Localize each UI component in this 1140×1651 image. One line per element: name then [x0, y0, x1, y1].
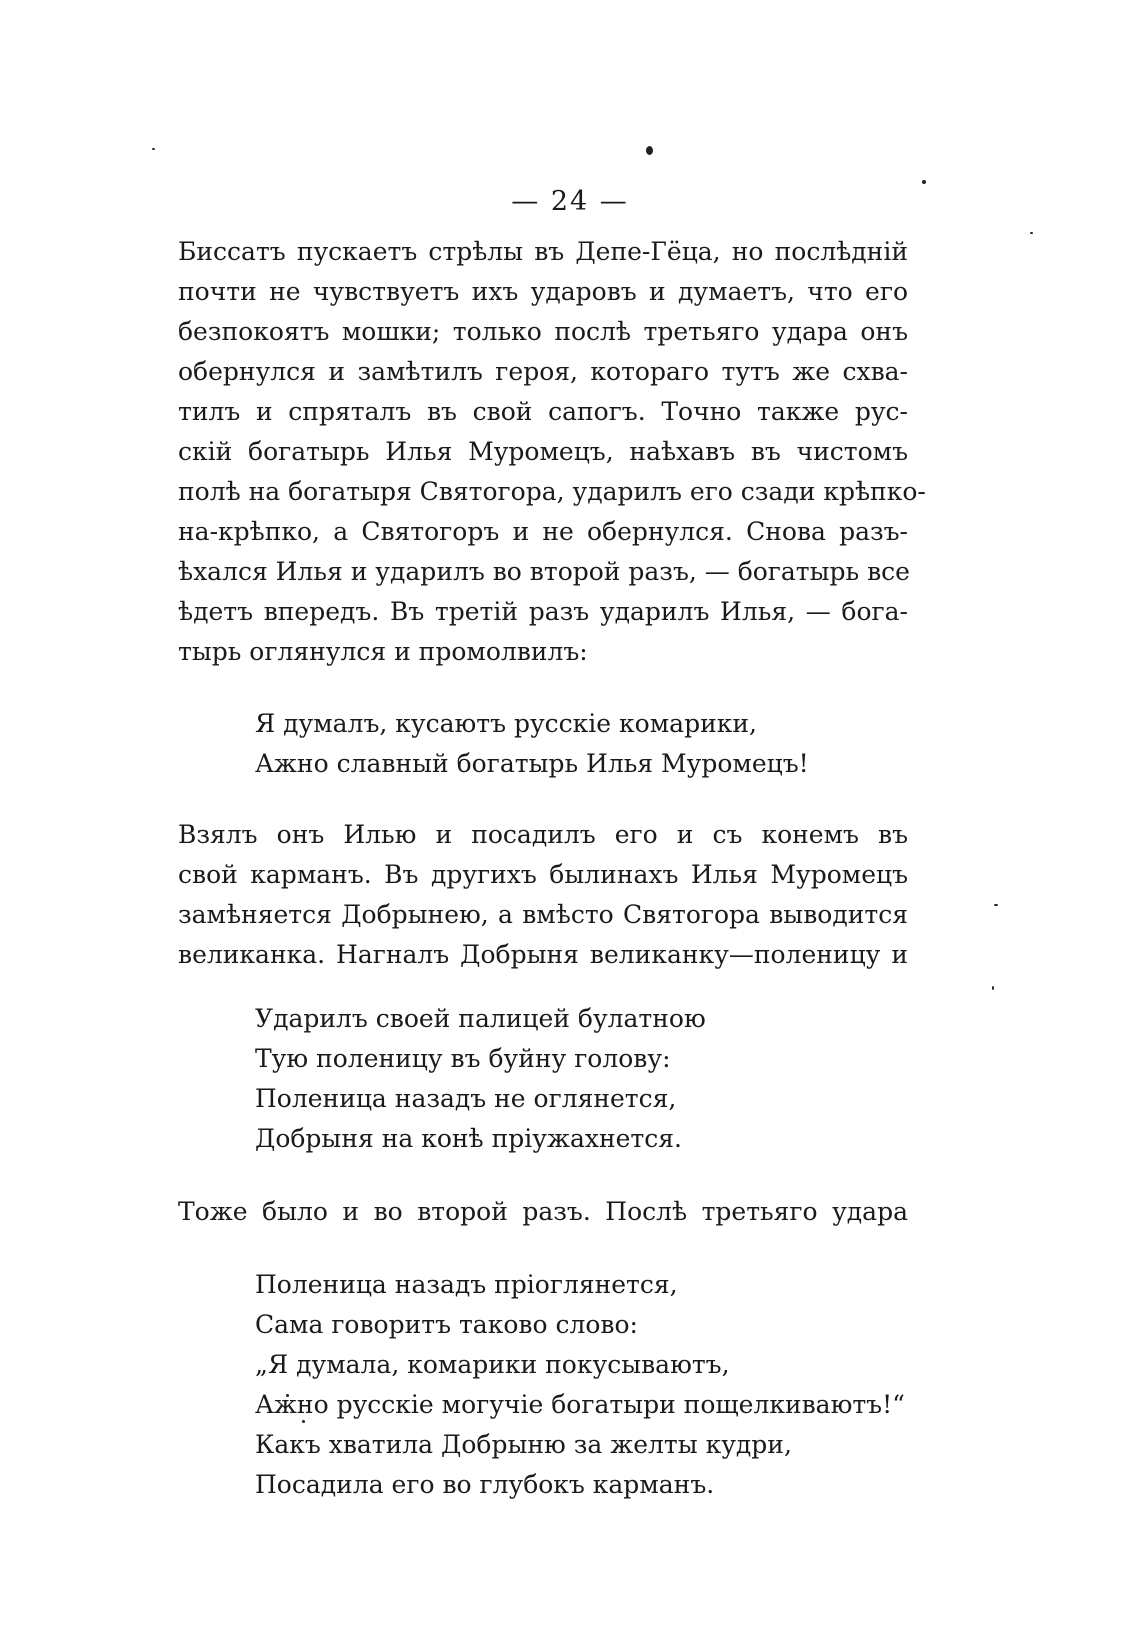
- text-line: тилъ и спряталъ въ свой сапогъ. Точно также рус-: [178, 397, 908, 426]
- verse-line: Ажно русскiе могучiе богатыри пощелкиваютъ!“: [255, 1390, 905, 1419]
- verse-line: Ажно славный богатырь Илья Муромецъ!: [255, 749, 809, 778]
- text-line: Взялъ онъ Илью и посадилъ его и съ конемъ въ: [178, 820, 908, 849]
- scan-speck: [646, 146, 653, 155]
- text-line: тырь оглянулся и промолвилъ:: [178, 637, 588, 666]
- text-line: великанка. Нагналъ Добрыня великанку—поленицу и: [178, 940, 908, 969]
- verse-line: Какъ хватила Добрыню за желты кудри,: [255, 1430, 792, 1459]
- verse-line: Поленица назадъ не оглянется,: [255, 1084, 677, 1113]
- verse-line: „Я думала, комарики покусываютъ,: [255, 1350, 730, 1379]
- text-line: замѣняется Добрынею, а вмѣсто Святогора выводится: [178, 900, 908, 929]
- text-line: безпокоятъ мошки; только послѣ третьяго удара онъ: [178, 317, 908, 346]
- verse-line: Поленица назадъ прiоглянется,: [255, 1270, 678, 1299]
- text-line: на-крѣпко, а Святогоръ и не обернулся. Снова разъ-: [178, 517, 908, 546]
- scan-speck: [1030, 232, 1033, 234]
- verse-line: Ударилъ своей палицей булатною: [255, 1004, 706, 1033]
- verse-line: Посадила его во глубокъ карманъ.: [255, 1470, 715, 1499]
- verse-line: Добрыня на конѣ прiужахнется.: [255, 1124, 682, 1153]
- scan-speck: [152, 148, 155, 150]
- page-number: — 24 —: [511, 186, 629, 217]
- text-line: ѣдетъ впередъ. Въ третiй разъ ударилъ Илья, — бога-: [178, 597, 908, 626]
- text-line: Биссатъ пускаетъ стрѣлы въ Депе-Гёца, но послѣднiй: [178, 237, 908, 266]
- verse-line: Я думалъ, кусаютъ русскiе комарики,: [255, 709, 757, 738]
- text-line: полѣ на богатыря Святогора, ударилъ его сзади крѣпко-: [178, 477, 926, 506]
- scan-speck: [992, 986, 994, 990]
- text-line: Тоже было и во второй разъ. Послѣ третьяго удара: [178, 1197, 908, 1226]
- text-line: свой карманъ. Въ другихъ былинахъ Илья Муромецъ: [178, 860, 908, 889]
- text-line: обернулся и замѣтилъ героя, котораго тутъ же схва-: [178, 357, 908, 386]
- text-line: скiй богатырь Илья Муромецъ, наѣхавъ въ чистомъ: [178, 437, 908, 466]
- scan-speck: [922, 180, 926, 184]
- text-line: почти не чувствуетъ ихъ ударовъ и думаетъ, что его: [178, 277, 908, 306]
- verse-line: Сама говоритъ таково слово:: [255, 1310, 638, 1339]
- text-line: ѣхался Илья и ударилъ во второй разъ, — богатырь все: [178, 557, 910, 586]
- verse-line: Тую поленицу въ буйну голову:: [255, 1044, 671, 1073]
- scan-speck: [994, 904, 998, 906]
